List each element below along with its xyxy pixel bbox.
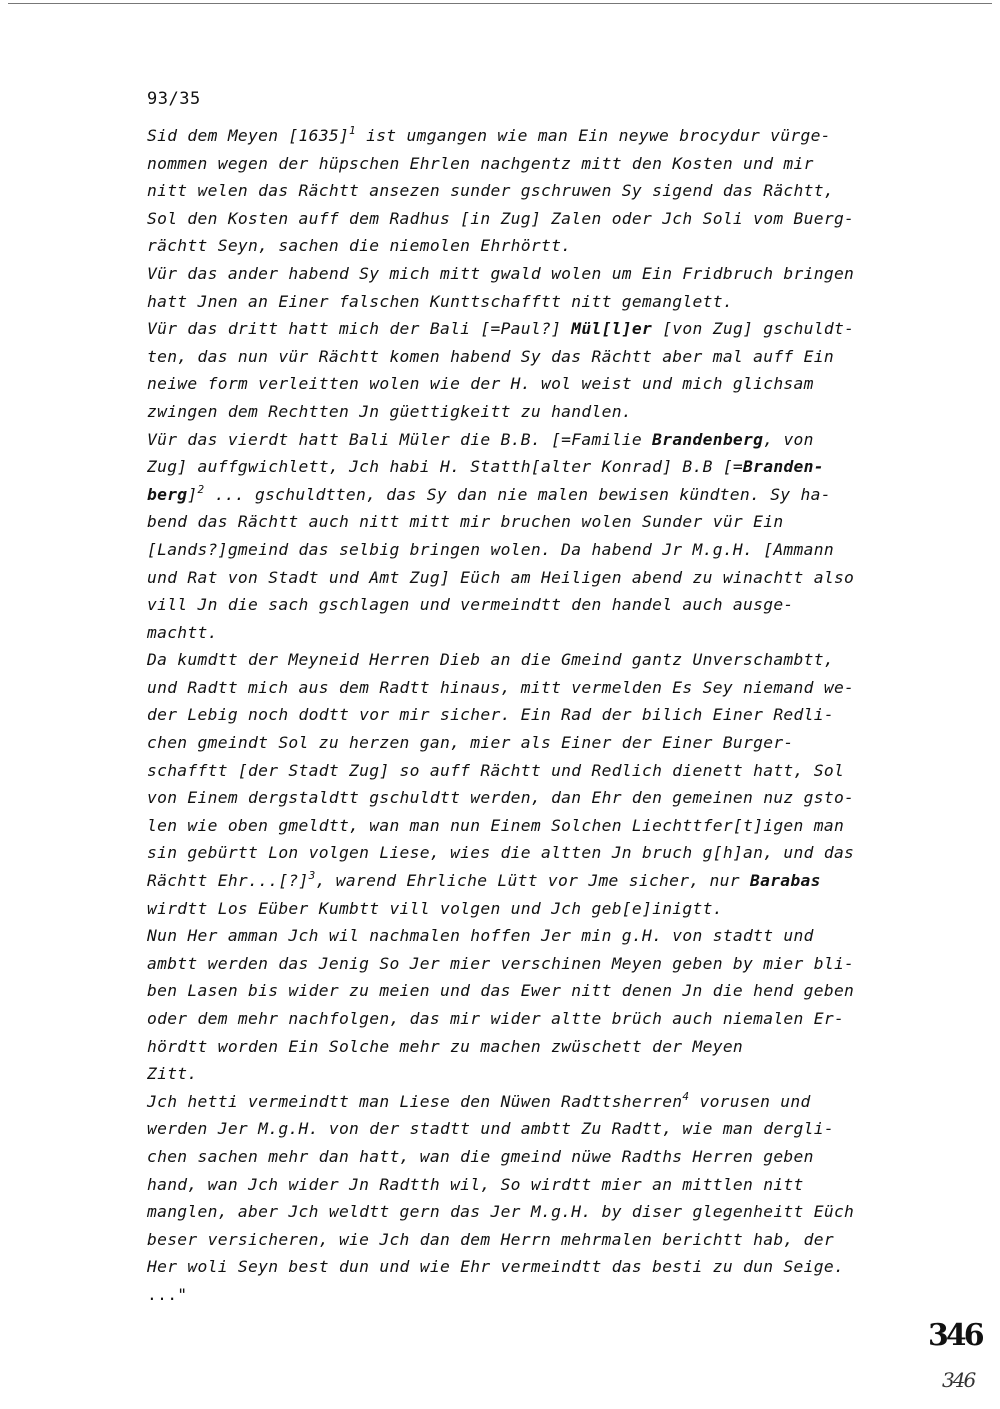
text-segment: bend das Rächtt auch nitt mitt mir bruchen wolen Sunder vür Ein <box>147 512 784 532</box>
text-line <box>147 1060 912 1088</box>
text-line <box>147 1033 912 1061</box>
text-segment: ist umgangen wie man Ein neywe brocydur vürge- <box>355 126 831 145</box>
text-segment: Jch hetti vermeindtt man Liese den Nüwen Radttsherren <box>147 1091 683 1111</box>
text-segment: zwingen dem Rechtten Jn güettigkeitt zu handlen. <box>147 401 632 421</box>
top-border-line <box>8 3 992 4</box>
text-line <box>147 453 912 481</box>
text-segment: ambtt werden das Jenig So Jer mier verschinen Meyen geben by mier bli- <box>147 953 855 973</box>
text-segment: Sid dem Meyen [1635] <box>147 126 350 145</box>
text-segment: rächtt Seyn, sachen die niemolen Ehrhörtt. <box>147 236 572 256</box>
text-line <box>147 564 912 592</box>
text-segment: und Radtt mich aus dem Radtt hinaus, mitt vermelden Es Sey niemand we- <box>147 677 855 697</box>
text-segment: Rächtt Ehr...[?] <box>147 871 309 891</box>
text-segment: , von <box>763 429 814 449</box>
text-segment: vorusen und <box>689 1091 811 1111</box>
text-segment: Vür das dritt hatt mich der Bali [=Paul?] <box>147 319 572 339</box>
text-line <box>147 674 912 702</box>
footnote-marker: 1 <box>349 124 356 137</box>
text-line <box>147 729 912 757</box>
text-line <box>147 1253 912 1281</box>
text-line <box>147 1198 912 1226</box>
text-line <box>147 370 912 398</box>
text-line <box>147 536 912 564</box>
text-segment: hatt Jnen an Einer falschen Kunttschafftt nitt gemanglett. <box>147 291 733 311</box>
text-line <box>147 619 912 647</box>
text-line <box>147 1115 912 1143</box>
text-line <box>147 232 912 260</box>
text-line <box>147 343 912 371</box>
text-line <box>147 1281 912 1309</box>
text-line <box>147 812 912 840</box>
text-segment: von Einem dergstaldtt gschuldtt werden, dan Ehr den gemeinen nuz gsto- <box>147 788 855 808</box>
text-segment: neiwe form verleitten wolen wie der H. wol weist und mich glichsam <box>147 374 814 394</box>
text-segment: oder dem mehr nachfolgen, das mir wider altte brüch auch niemalen Er- <box>147 1009 845 1028</box>
footnote-marker: 4 <box>682 1089 690 1103</box>
page-number: 93/35 <box>147 89 201 109</box>
text-segment: ... gschuldtten, das Sy dan nie malen bewisen kündten. Sy ha- <box>204 484 831 504</box>
text-line <box>147 784 912 812</box>
text-segment: [Lands?]gmeind das selbig bringen wolen. Da habend Jr M.g.H. [Ammann <box>147 539 834 559</box>
text-line <box>147 177 912 205</box>
text-segment: Sol den Kosten auff dem Radhus [in Zug] Zalen oder Jch Soli vom Buerg- <box>147 208 855 228</box>
emphasized-name: Barabas <box>749 871 821 891</box>
text-segment: nommen wegen der hüpschen Ehrlen nachgentz mitt den Kosten und mir <box>147 153 814 173</box>
text-segment: Her woli Seyn best dun und wie Ehr vermeindtt das besti zu dun Seige. <box>147 1257 845 1277</box>
text-segment: werden Jer M.g.H. von der stadtt und ambtt Zu Radtt, wie man dergli- <box>147 1119 834 1139</box>
text-line <box>147 481 912 509</box>
text-segment: Da kumdtt der Meyneid Herren Dieb an die Gmeind gantz Unverschambtt, <box>147 650 834 670</box>
text-line <box>147 122 912 150</box>
text-line <box>147 260 912 288</box>
footnote-marker: 3 <box>308 869 316 883</box>
text-line <box>147 288 912 316</box>
emphasized-name: Brandenberg <box>652 429 764 449</box>
text-segment: Vür das vierdt hatt Bali Müler die B.B. [=Familie <box>147 429 653 449</box>
handwritten-page-number: 346 <box>942 1368 975 1392</box>
text-line <box>147 867 912 895</box>
text-segment: machtt. <box>147 622 218 642</box>
text-segment: der Lebig noch dodtt vor mir sicher. Ein Rad der bilich Einer Redli- <box>147 705 834 725</box>
footnote-marker: 2 <box>197 482 205 496</box>
text-line <box>147 1005 912 1033</box>
text-line <box>147 757 912 785</box>
text-segment: Zitt. <box>147 1064 198 1084</box>
text-line <box>147 205 912 233</box>
emphasized-name: Branden- <box>743 457 824 477</box>
text-line <box>147 1226 912 1254</box>
text-segment: ben Lasen bis wider zu meien und das Ewer nitt denen Jn die hend geben <box>147 981 855 1001</box>
text-line <box>147 426 912 454</box>
text-line <box>147 591 912 619</box>
emphasized-name: Mül[l]er <box>571 319 653 339</box>
text-segment: Vür das ander habend Sy mich mitt gwald wolen um Ein Fridbruch bringen <box>147 263 855 283</box>
text-segment: ] <box>187 484 198 504</box>
document-body <box>147 122 912 1309</box>
text-line <box>147 1143 912 1171</box>
text-line <box>147 398 912 426</box>
text-segment: , warend Ehrliche Lütt vor Jme sicher, nur <box>315 871 750 891</box>
text-segment: ten, das nun vür Rächtt komen habend Sy das Rächtt aber mal auff Ein <box>147 346 834 366</box>
text-line <box>147 895 912 923</box>
text-line <box>147 950 912 978</box>
text-line <box>147 1088 912 1116</box>
text-segment: [von Zug] gschuldt- <box>652 319 855 339</box>
text-segment: hand, wan Jch wider Jn Radtth wil, So wirdtt mier an mittlen nitt <box>147 1174 804 1194</box>
stamped-page-number: 346 <box>928 1318 982 1353</box>
text-segment: schafftt [der Stadt Zug] so auff Rächtt und Redlich dienett hatt, Sol <box>147 760 845 780</box>
text-segment: Nun Her amman Jch wil nachmalen hoffen Jer min g.H. von stadtt und <box>147 926 814 946</box>
text-line <box>147 922 912 950</box>
text-segment: vill Jn die sach gschlagen und vermeindtt den handel auch ausge- <box>147 595 794 615</box>
text-segment: ..." <box>147 1284 188 1304</box>
text-segment: chen gmeindt Sol zu herzen gan, mier als Einer der Einer Burger- <box>147 733 794 753</box>
emphasized-name: berg <box>147 484 188 504</box>
text-line <box>147 508 912 536</box>
text-line <box>147 315 912 343</box>
text-line <box>147 1171 912 1199</box>
text-segment: Zug] auffgwichlett, Jch habi H. Statth[alter Konrad] B.B [= <box>147 457 744 477</box>
text-segment: chen sachen mehr dan hatt, wan die gmeind nüwe Radths Herren geben <box>147 1146 814 1166</box>
text-segment: beser versicheren, wie Jch dan dem Herrn mehrmalen berichtt hab, der <box>147 1229 834 1249</box>
text-segment: len wie oben gmeldtt, wan man nun Einem Solchen Liechttfer[t]igen man <box>147 815 845 835</box>
text-segment: sin gebürtt Lon volgen Liese, wies die altten Jn bruch g[h]an, und das <box>147 843 855 863</box>
text-segment: manglen, aber Jch weldtt gern das Jer M.g.H. by diser glegenheitt Eüch <box>147 1202 855 1222</box>
text-line <box>147 839 912 867</box>
text-line <box>147 977 912 1005</box>
text-segment: und Rat von Stadt und Amt Zug] Eüch am Heiligen abend zu winachtt also <box>147 567 855 587</box>
text-segment: nitt welen das Rächtt ansezen sunder gschruwen Sy sigend das Rächtt, <box>147 181 834 201</box>
text-line <box>147 701 912 729</box>
text-segment: wirdtt Los Eüber Kumbtt vill volgen und Jch geb[e]inigtt. <box>147 898 723 918</box>
text-line <box>147 150 912 178</box>
text-line <box>147 646 912 674</box>
text-segment: hördtt worden Ein Solche mehr zu machen zwüschett der Meyen <box>147 1036 744 1056</box>
